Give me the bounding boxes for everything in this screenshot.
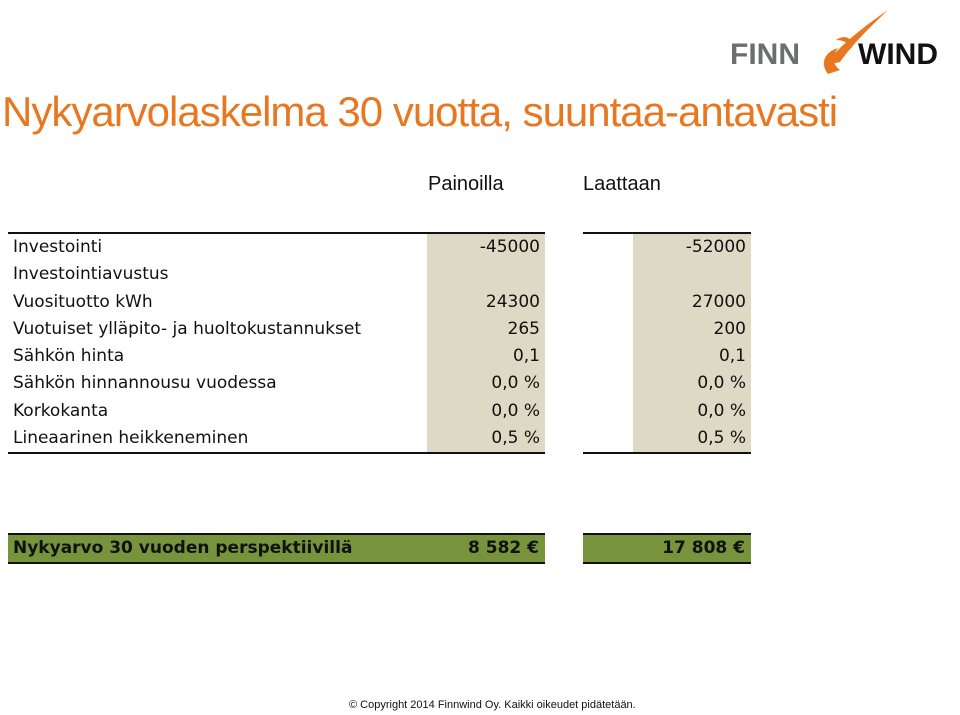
svg-text:FINN: FINN bbox=[730, 38, 800, 71]
table-row bbox=[583, 343, 751, 370]
value-cell: -52000 bbox=[633, 234, 751, 261]
page-title: Nykyarvolaskelma 30 vuotta, suuntaa-antavasti bbox=[2, 88, 838, 135]
value-cell bbox=[427, 261, 545, 288]
row-label: Korkokanta bbox=[13, 400, 109, 421]
table-row bbox=[8, 370, 545, 397]
value-cell: 0,1 bbox=[427, 343, 545, 370]
row-label: Sähkön hinta bbox=[13, 346, 125, 366]
table-row bbox=[8, 425, 545, 452]
row-label: Investointi bbox=[13, 237, 103, 257]
table-row bbox=[583, 370, 751, 397]
table-row bbox=[583, 261, 751, 288]
column-header-laattaan: Laattaan bbox=[583, 173, 661, 195]
table-row bbox=[583, 289, 751, 316]
table-row bbox=[8, 289, 545, 316]
value-cell: 200 bbox=[633, 316, 751, 343]
table-row bbox=[8, 343, 545, 370]
parameters-table bbox=[8, 232, 545, 454]
value-cell: 265 bbox=[427, 316, 545, 343]
column-header-painoilla: Painoilla bbox=[428, 173, 504, 195]
table-row bbox=[583, 425, 751, 452]
value-cell: 0,0 % bbox=[633, 398, 751, 425]
result-bar-painoilla bbox=[8, 533, 545, 564]
result-bar-laattaan bbox=[583, 533, 751, 564]
value-cell bbox=[633, 261, 751, 288]
row-label: Lineaarinen heikkeneminen bbox=[13, 427, 249, 448]
value-cell: 0,5 % bbox=[427, 425, 545, 452]
value-cell: 27000 bbox=[633, 289, 751, 316]
row-label: Investointiavustus bbox=[13, 264, 169, 285]
row-label: Vuosituotto kWh bbox=[13, 291, 153, 312]
value-cell: -45000 bbox=[427, 234, 545, 261]
value-cell: 24300 bbox=[427, 289, 545, 316]
table-row bbox=[8, 398, 545, 425]
value-cell: 0,5 % bbox=[633, 425, 751, 452]
table-row bbox=[8, 316, 545, 343]
row-label: Sähkön hinnannousu vuodessa bbox=[13, 373, 277, 394]
row-label: Vuotuiset ylläpito- ja huoltokustannukset bbox=[13, 318, 362, 339]
result-value: 17 808 € bbox=[662, 538, 745, 558]
value-cell: 0,0 % bbox=[633, 370, 751, 397]
value-cell: 0,0 % bbox=[427, 370, 545, 397]
finnwind-logo bbox=[728, 4, 960, 84]
svg-text:WIND: WIND bbox=[858, 38, 938, 71]
value-cell: 0,0 % bbox=[427, 398, 545, 425]
value-cell: 0,1 bbox=[633, 343, 751, 370]
table-row bbox=[583, 398, 751, 425]
table-row bbox=[8, 261, 545, 288]
table-row bbox=[8, 234, 545, 261]
result-value: 8 582 € bbox=[468, 538, 539, 558]
result-label: Nykyarvo 30 vuoden perspektiivillä bbox=[13, 538, 353, 558]
laattaan-table bbox=[583, 232, 751, 454]
table-row bbox=[583, 234, 751, 261]
table-row bbox=[583, 316, 751, 343]
copyright-footer: © Copyright 2014 Finnwind Oy. Kaikki oikeudet pidätetään. bbox=[349, 699, 636, 711]
